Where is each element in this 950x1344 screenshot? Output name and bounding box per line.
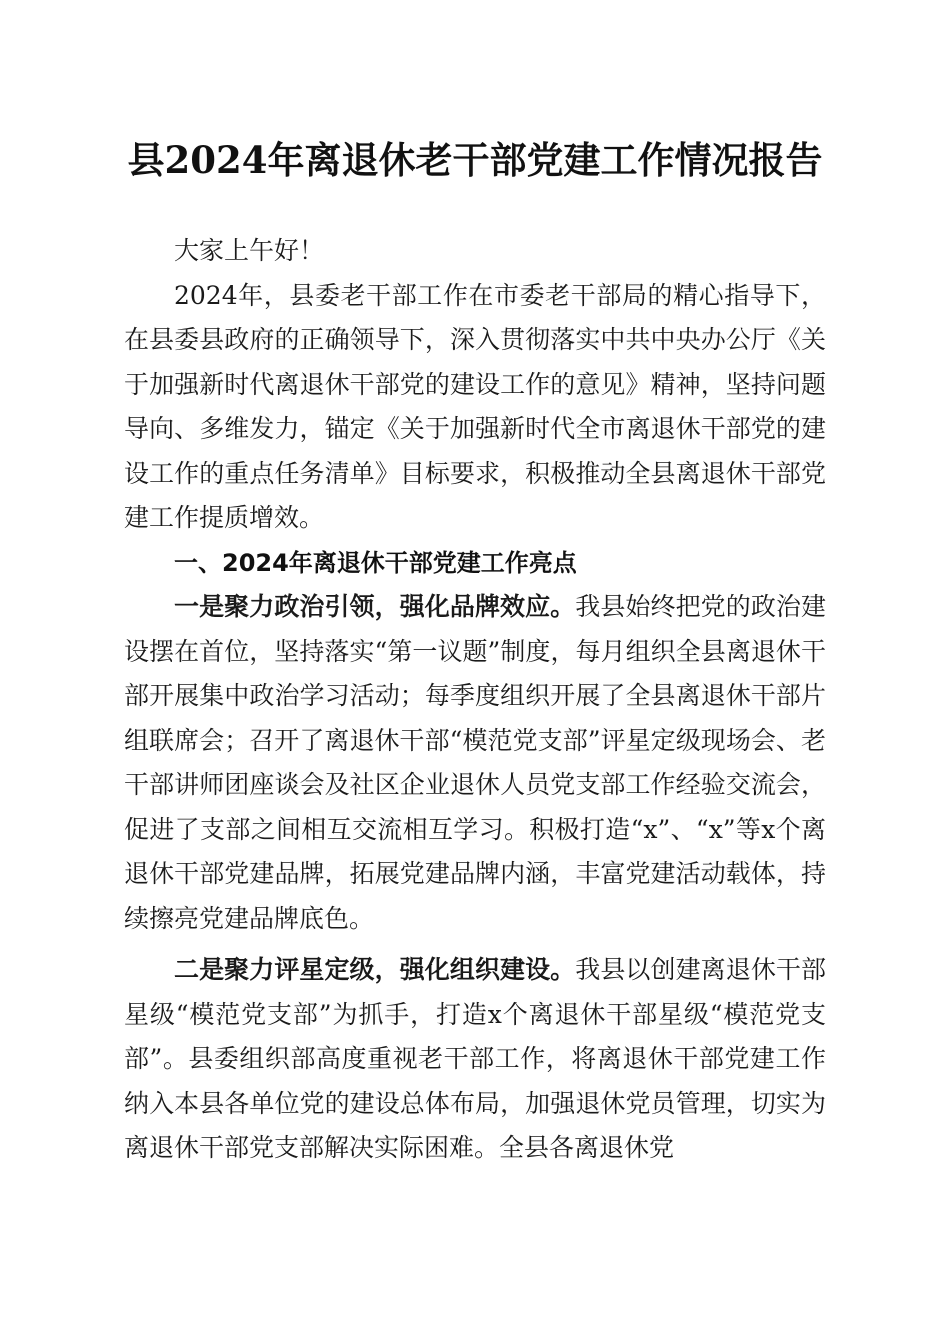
point-2-lead: 二是聚力评星定级，强化组织建设。 <box>174 955 576 984</box>
paragraph-gap <box>124 941 826 948</box>
greeting-paragraph: 大家上午好！ <box>174 236 325 265</box>
point-2-paragraph <box>124 948 826 1171</box>
section-heading: 一、2024年离退休干部党建工作亮点 <box>174 548 577 577</box>
point-1-body: 我县始终把党的政治建设摆在首位，坚持落实“第一议题”制度，每月组织全县离退休干部开展集中政治学习活动；每季度组织开展了全县离退休干部片组联席会；召开了离退休干部“模范党支部”评星定级现场会、老干部讲师团座谈会及社区企业退休人员党支部工作经验交流会，促进了支部之间相互交流相互学习。积极打造“x”、“x”等x个离退休干部党建品牌，拓展党建品牌内涵，丰富党建活动载体，持续擦亮党建品牌底色。 <box>124 592 826 933</box>
document-body <box>124 229 826 1171</box>
document-title: 县2024年离退休老干部党建工作情况报告 <box>127 138 823 182</box>
point-1-lead: 一是聚力政治引领，强化品牌效应。 <box>174 592 576 621</box>
point-2-body: 我县以创建离退休干部星级“模范党支部”为抓手，打造x个离退休干部星级“模范党支部”。县委组织部高度重视老干部工作，将离退休干部党建工作纳入本县各单位党的建设总体布局，加强退休党员管理，切实为离退休干部党支部解决实际困难。全县各离退休党 <box>124 955 826 1162</box>
intro-paragraph: 2024年，县委老干部工作在市委老干部局的精心指导下，在县委县政府的正确领导下，深入贯彻落实中共中央办公厅《关于加强新时代离退休干部党的建设工作的意见》精神，坚持问题导向、多维发力，锚定《关于加强新时代全市离退休干部党的建设工作的重点任务清单》目标要求，积极推动全县离退休干部党建工作提质增效。 <box>124 280 826 532</box>
point-1-paragraph <box>124 585 826 941</box>
